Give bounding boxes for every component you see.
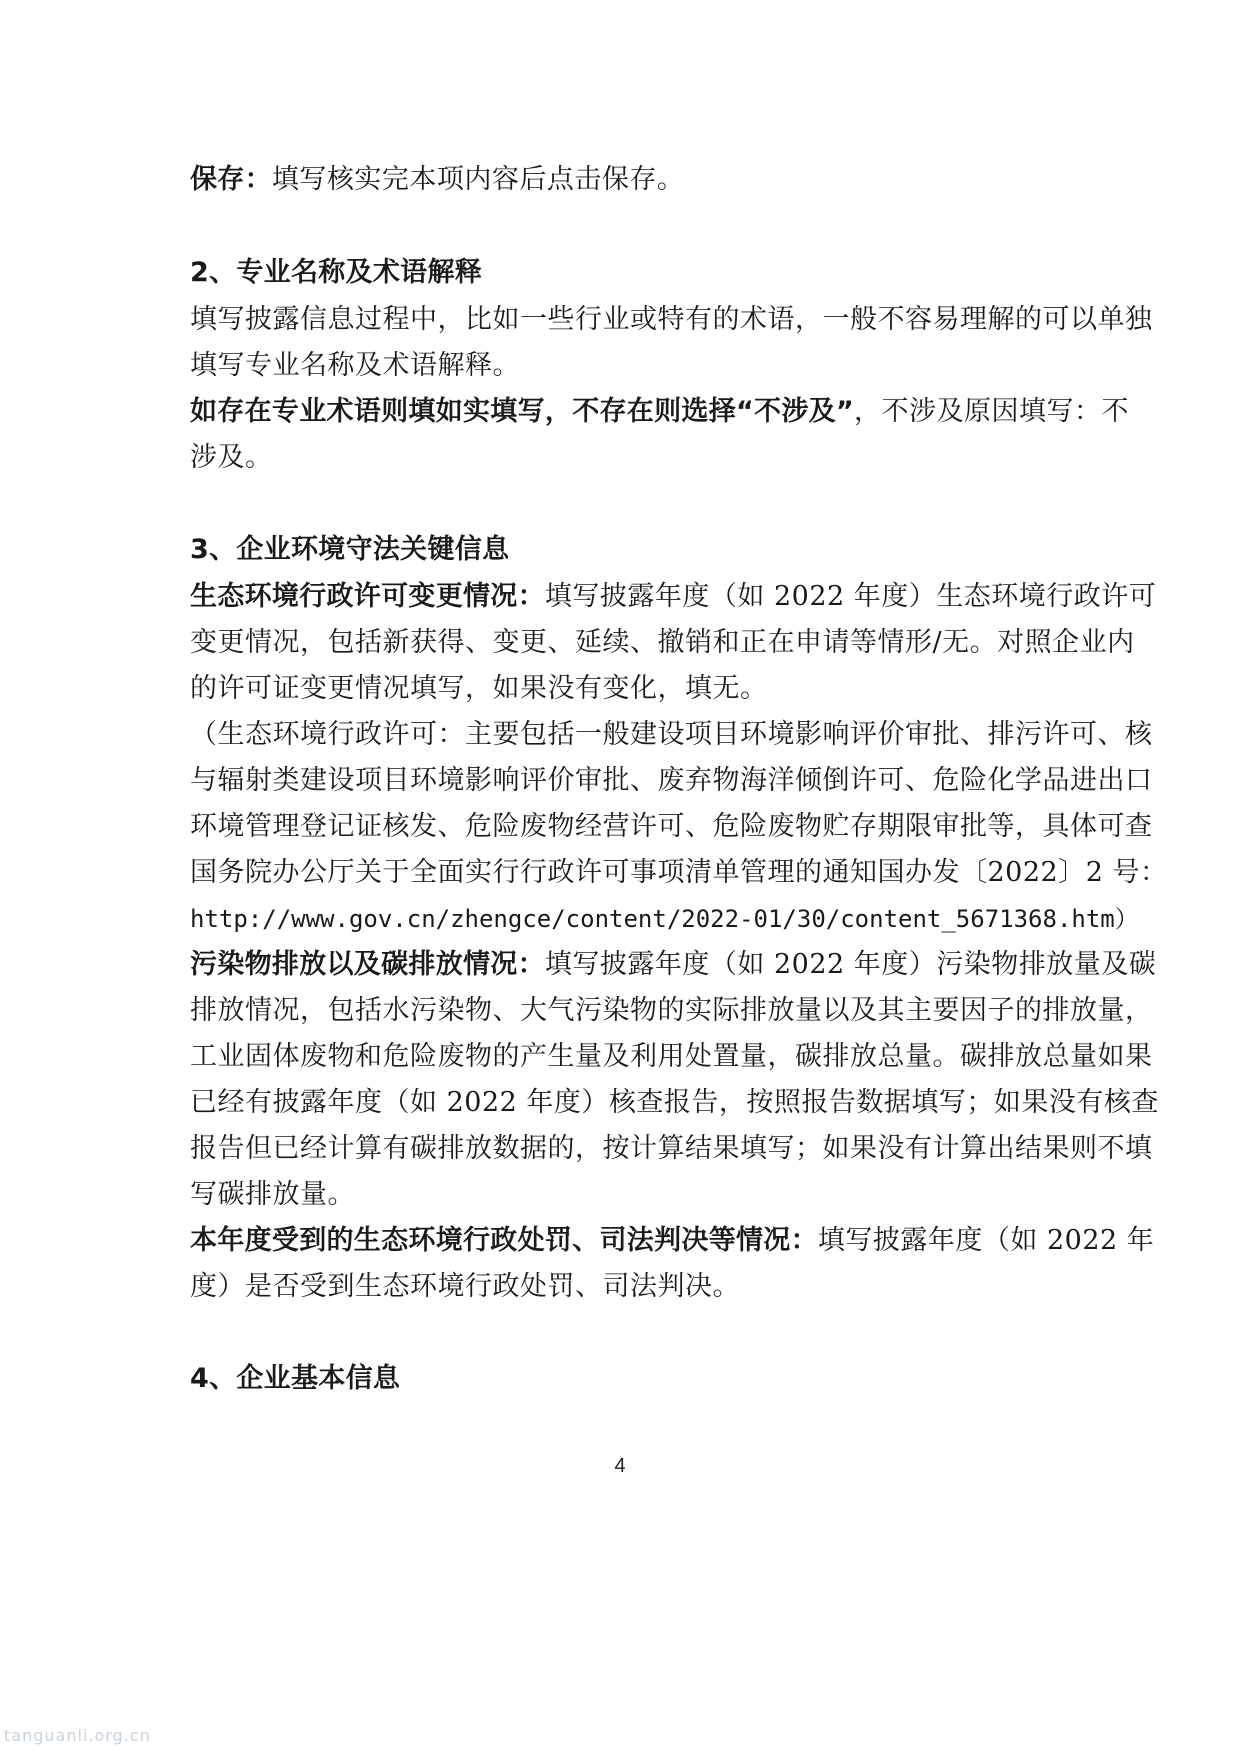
emission-text: 填写披露年度（如 2022 年度）污染物排放量及碳 bbox=[544, 949, 1157, 980]
penalty-paragraph bbox=[190, 1221, 1155, 1261]
paragraph-line: 涉及。 bbox=[190, 442, 273, 473]
section-4-heading: 4、企业基本信息 bbox=[190, 1363, 401, 1394]
permit-paragraph bbox=[190, 577, 1157, 617]
emission-label: 污染物排放以及碳排放情况： bbox=[190, 949, 545, 980]
paragraph-line: 已经有披露年度（如 2022 年度）核查报告，按照报告数据填写；如果没有核查 bbox=[190, 1087, 1159, 1118]
permit-label: 生态环境行政许可变更情况： bbox=[190, 581, 545, 612]
save-paragraph bbox=[190, 160, 1060, 200]
paragraph-line: 工业固体废物和危险废物的产生量及利用处置量，碳排放总量。碳排放总量如果 bbox=[190, 1041, 1153, 1072]
paragraph-line: 写碳排放量。 bbox=[190, 1179, 355, 1210]
section-2-heading: 2、专业名称及术语解释 bbox=[190, 257, 483, 288]
paragraph-line: 国务院办公厅关于全面实行行政许可事项清单管理的通知国办发〔2022〕2 号： bbox=[190, 857, 1168, 888]
paragraph-line: 的许可证变更情况填写，如果没有变化，填无。 bbox=[190, 673, 768, 704]
penalty-text: 填写披露年度（如 2022 年 bbox=[817, 1225, 1155, 1256]
paragraph-line: 排放情况，包括水污染物、大气污染物的实际排放量以及其主要因子的排放量， bbox=[190, 995, 1153, 1026]
paragraph-line: 变更情况，包括新获得、变更、延续、撤销和正在申请等情形/无。对照企业内 bbox=[190, 627, 1135, 658]
paragraph-line: 填写专业名称及术语解释。 bbox=[190, 350, 520, 381]
paragraph-line: 填写披露信息过程中，比如一些行业或特有的术语，一般不容易理解的可以单独 bbox=[190, 304, 1153, 335]
save-text: 填写核实完本项内容后点击保存。 bbox=[271, 164, 685, 195]
paragraph-line: 环境管理登记证核发、危险废物经营许可、危险废物贮存期限审批等，具体可查 bbox=[190, 811, 1153, 842]
permit-text: 填写披露年度（如 2022 年度）生态环境行政许可 bbox=[544, 581, 1157, 612]
page-number: 4 bbox=[614, 1455, 626, 1477]
paragraph-line: （生态环境行政许可：主要包括一般建设项目环境影响评价审批、排污许可、核 bbox=[190, 719, 1153, 750]
emission-paragraph bbox=[190, 945, 1157, 985]
penalty-label: 本年度受到的生态环境行政处罚、司法判决等情况： bbox=[190, 1225, 818, 1256]
paragraph-line: 与辐射类建设项目环境影响评价审批、废弃物海洋倾倒许可、危险化学品进出口 bbox=[190, 765, 1153, 796]
terms-instruction-bold: 如存在专业术语则填如实填写，不存在则选择“不涉及” bbox=[190, 396, 854, 427]
watermark: tanguanli.org.cn bbox=[4, 1726, 151, 1745]
save-label: 保存： bbox=[190, 164, 272, 195]
paragraph-line: 度）是否受到生态环境行政处罚、司法判决。 bbox=[190, 1271, 740, 1302]
terms-instruction bbox=[190, 392, 1129, 432]
terms-instruction-rest: ，不涉及原因填写：不 bbox=[854, 396, 1129, 427]
paragraph-line: 报告但已经计算有碳排放数据的，按计算结果填写；如果没有计算出结果则不填 bbox=[190, 1133, 1153, 1164]
policy-url: http://www.gov.cn/zhengce/content/2022-01/30/content_5671368.htm） bbox=[190, 905, 1139, 933]
section-3-heading: 3、企业环境守法关键信息 bbox=[190, 534, 510, 565]
